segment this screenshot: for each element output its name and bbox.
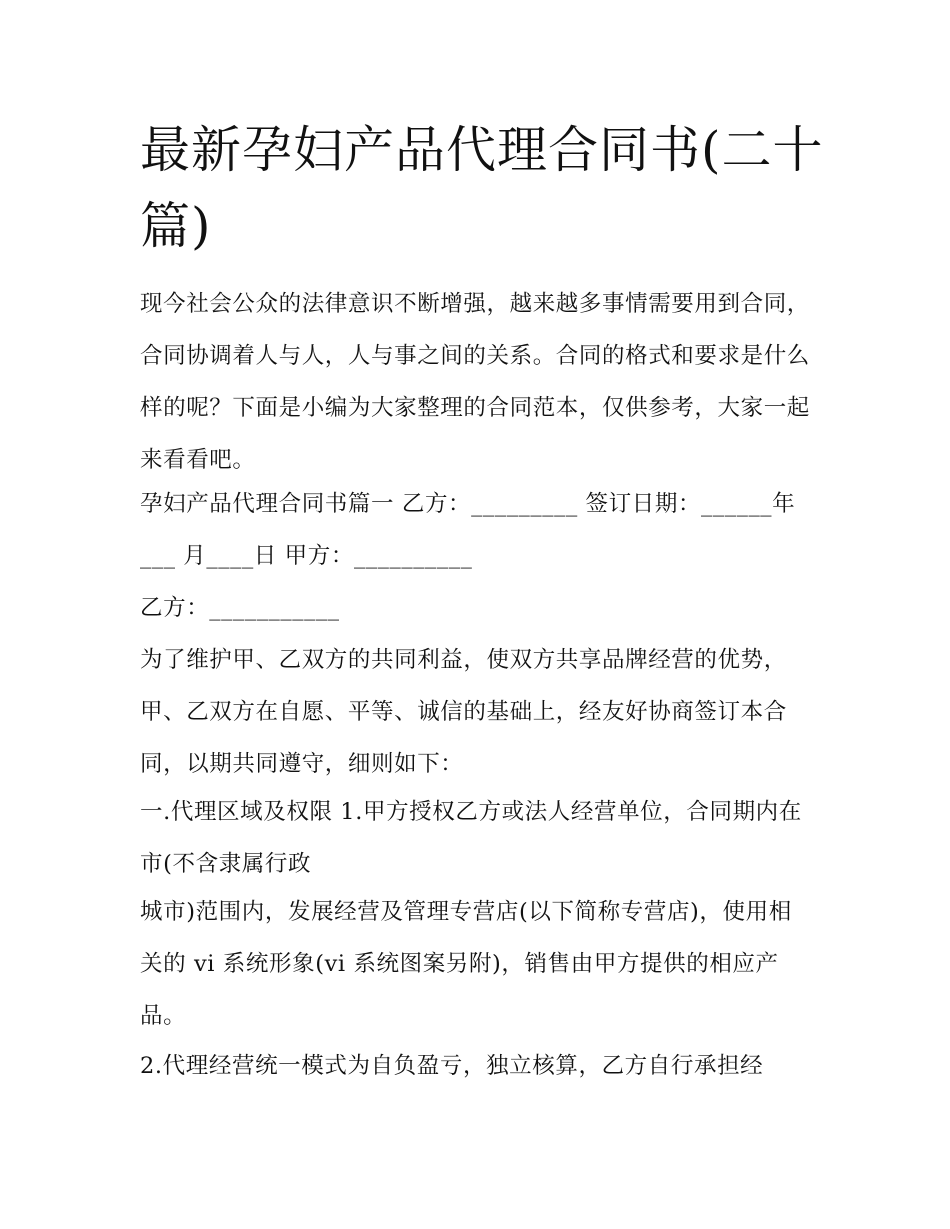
clause-1-paragraph: 一.代理区域及权限 1.甲方授权乙方或法人经营单位，合同期内在市(不含隶属行政 [140, 799, 802, 877]
document-title: 最新孕妇产品代理合同书(二十篇) [140, 121, 824, 255]
purpose-paragraph: 为了维护甲、乙双方的共同利益，使双方共享品牌经营的优势，甲、乙双方在自愿、平等、诚信的基础上，经友好协商签订本合同，以期共同遵守，细则如下： [140, 647, 787, 777]
contract-header-paragraph: 孕妇产品代理合同书篇一 乙方：_________ 签订日期：______年___ 月____日 甲方：__________ [140, 491, 796, 569]
party-b-line: 乙方：___________ [140, 595, 340, 621]
clause-1-continued-paragraph: 城市)范围内，发展经营及管理专营店(以下简称专营店)，使用相关的 vi 系统形象(vi 系统图案另附)，销售由甲方提供的相应产品。 [140, 899, 792, 1029]
intro-paragraph: 现今社会公众的法律意识不断增强，越来越多事情需要用到合同，合同协调着人与人，人与事之间的关系。合同的格式和要求是什么样的呢？下面是小编为大家整理的合同范本，仅供参考，大家一起来看看吧。 [140, 291, 810, 473]
clause-2-paragraph: 2.代理经营统一模式为自负盈亏，独立核算，乙方自行承担经 [140, 1053, 764, 1079]
